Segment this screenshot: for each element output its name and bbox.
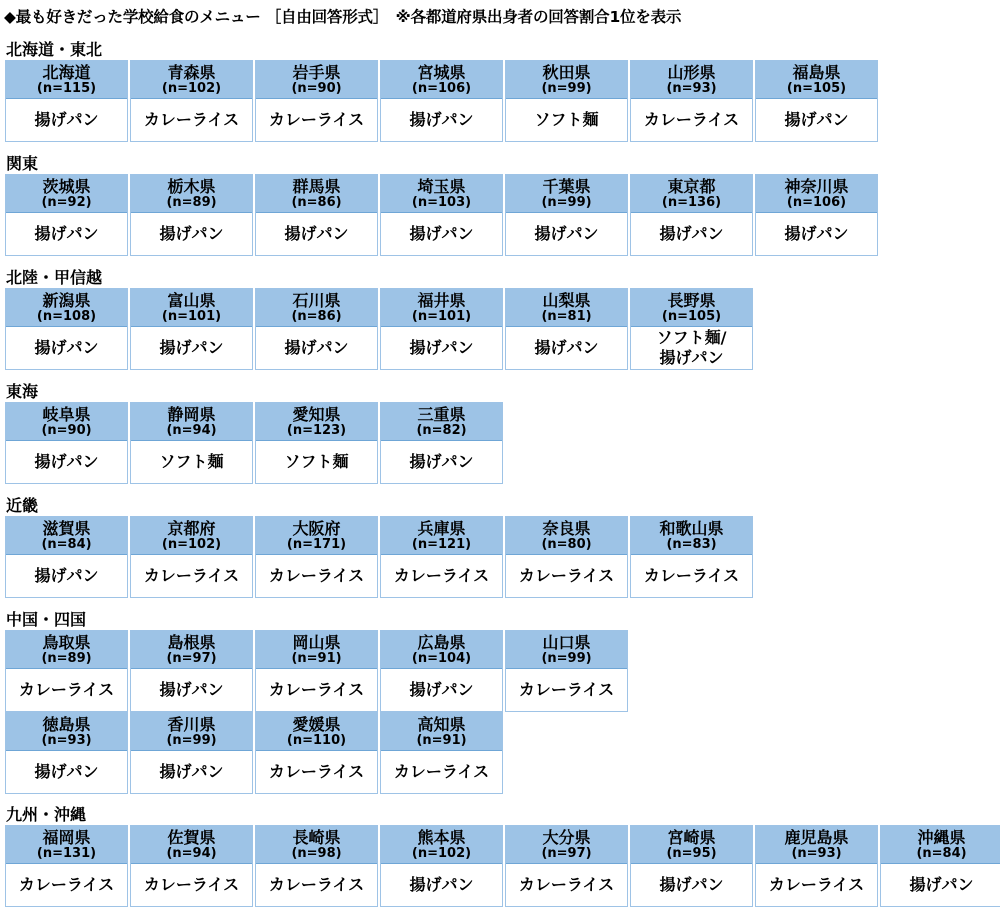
prefecture-cell [5,60,128,142]
prefecture-name: 山口県 [542,633,591,652]
cell-header [631,175,752,213]
region-grid [5,630,630,794]
prefecture-cell [5,825,128,907]
prefecture-name: 香川県 [167,715,216,734]
prefecture-name: 沖縄県 [917,828,966,847]
prefecture-name: 長野県 [667,291,716,310]
prefecture-cell [505,288,628,370]
prefecture-name: 群馬県 [292,177,341,196]
cell-header [131,826,252,864]
prefecture-cell [380,174,503,256]
prefecture-cell [505,825,628,907]
prefecture-cell [630,60,753,142]
sample-size: (n=105) [661,309,722,324]
top-answer: カレーライス [506,555,627,597]
prefecture-name: 茨城県 [42,177,91,196]
sample-size: (n=104) [411,651,472,666]
top-answer: 揚げパン [756,213,877,255]
top-answer: カレーライス [506,864,627,906]
sample-size: (n=81) [541,309,592,324]
prefecture-cell [130,288,253,370]
top-answer: カレーライス [381,555,502,597]
prefecture-cell [630,288,753,370]
sample-size: (n=115) [36,81,97,96]
region-label: 関東 [6,154,39,173]
cell-header [256,713,377,751]
prefecture-cell [255,712,378,794]
table-row [5,825,1000,907]
top-answer: カレーライス [631,99,752,141]
cell-header [631,826,752,864]
prefecture-name: 熊本県 [417,828,466,847]
top-answer: ソフト麺 [506,99,627,141]
prefecture-name: 愛知県 [292,405,341,424]
top-answer: 揚げパン [131,669,252,711]
sample-size: (n=106) [411,81,472,96]
prefecture-cell [755,174,878,256]
table-row [5,402,505,484]
sample-size: (n=94) [166,846,217,861]
top-answer: カレーライス [131,864,252,906]
top-answer: カレーライス [6,864,127,906]
region-label: 近畿 [6,496,39,515]
prefecture-name: 青森県 [167,63,216,82]
prefecture-name: 愛媛県 [292,715,341,734]
prefecture-cell [505,60,628,142]
prefecture-cell [880,825,1000,907]
cell-header [381,517,502,555]
table-row [5,174,880,256]
prefecture-cell [630,516,753,598]
prefecture-name: 大分県 [542,828,591,847]
prefecture-cell [5,402,128,484]
prefecture-cell [130,516,253,598]
prefecture-cell [380,825,503,907]
prefecture-name: 和歌山県 [659,519,724,538]
top-answer: 揚げパン [256,327,377,369]
cell-header [756,826,877,864]
sample-size: (n=99) [166,733,217,748]
cell-header [131,517,252,555]
cell-header [506,175,627,213]
cell-header [381,175,502,213]
cell-header [131,713,252,751]
table-row [5,630,630,712]
cell-header [756,175,877,213]
cell-header [256,289,377,327]
top-answer: 揚げパン [381,864,502,906]
sample-size: (n=99) [541,651,592,666]
top-answer: カレーライス [506,669,627,711]
cell-header [756,61,877,99]
top-answer: 揚げパン [6,555,127,597]
prefecture-cell [130,712,253,794]
cell-header [131,175,252,213]
prefecture-name: 宮崎県 [667,828,716,847]
sample-size: (n=93) [791,846,842,861]
sample-size: (n=102) [411,846,472,861]
sample-size: (n=123) [286,423,347,438]
prefecture-name: 秋田県 [542,63,591,82]
prefecture-name: 岐阜県 [42,405,91,424]
cell-header [256,175,377,213]
sample-size: (n=171) [286,537,347,552]
sample-size: (n=97) [541,846,592,861]
top-answer: ソフト麺 [131,441,252,483]
sample-size: (n=89) [41,651,92,666]
prefecture-name: 東京都 [667,177,716,196]
prefecture-name: 神奈川県 [784,177,849,196]
sample-size: (n=106) [786,195,847,210]
prefecture-cell [755,825,878,907]
sample-size: (n=94) [166,423,217,438]
sample-size: (n=90) [41,423,92,438]
top-answer: 揚げパン [631,213,752,255]
sample-size: (n=90) [291,81,342,96]
prefecture-name: 埼玉県 [417,177,466,196]
sample-size: (n=110) [286,733,347,748]
region-label: 九州・沖縄 [6,805,87,824]
prefecture-cell [5,630,128,712]
top-answer: 揚げパン [6,327,127,369]
top-answer: カレーライス [381,751,502,793]
region-grid [5,60,880,142]
prefecture-cell [5,174,128,256]
prefecture-cell [255,174,378,256]
cell-header [506,289,627,327]
prefecture-name: 石川県 [292,291,341,310]
top-answer: カレーライス [131,555,252,597]
cell-header [256,61,377,99]
region-grid [5,288,755,370]
region-label: 北陸・甲信越 [6,268,103,287]
sample-size: (n=84) [41,537,92,552]
cell-header [6,826,127,864]
sample-size: (n=101) [161,309,222,324]
sample-size: (n=108) [36,309,97,324]
top-answer: カレーライス [131,99,252,141]
sample-size: (n=89) [166,195,217,210]
prefecture-name: 岩手県 [292,63,341,82]
top-answer: カレーライス [256,99,377,141]
sample-size: (n=91) [291,651,342,666]
cell-header [506,517,627,555]
top-answer: カレーライス [256,669,377,711]
sample-size: (n=86) [291,309,342,324]
cell-header [6,403,127,441]
cell-header [131,289,252,327]
cell-header [381,403,502,441]
prefecture-cell [505,174,628,256]
prefecture-name: 栃木県 [167,177,216,196]
sample-size: (n=95) [666,846,717,861]
region-grid [5,516,755,598]
top-answer: 揚げパン [381,213,502,255]
cell-header [381,631,502,669]
cell-header [256,826,377,864]
cell-header [381,826,502,864]
prefecture-cell [130,60,253,142]
sample-size: (n=93) [666,81,717,96]
top-answer: 揚げパン [6,213,127,255]
top-answer: 揚げパン [131,327,252,369]
sample-size: (n=105) [786,81,847,96]
cell-header [6,61,127,99]
region-grid [5,825,1000,907]
prefecture-name: 大阪府 [292,519,341,538]
top-answer: カレーライス [256,864,377,906]
prefecture-cell [5,712,128,794]
region-label: 東海 [6,382,39,401]
sample-size: (n=97) [166,651,217,666]
table-row [5,516,755,598]
cell-header [506,61,627,99]
prefecture-name: 滋賀県 [42,519,91,538]
prefecture-name: 北海道 [42,63,91,82]
top-answer: 揚げパン [381,99,502,141]
cell-header [631,61,752,99]
sample-size: (n=103) [411,195,472,210]
prefecture-cell [255,825,378,907]
prefecture-name: 山形県 [667,63,716,82]
sample-size: (n=131) [36,846,97,861]
top-answer: ソフト麺 [256,441,377,483]
prefecture-cell [630,174,753,256]
prefecture-name: 山梨県 [542,291,591,310]
top-answer: 揚げパン [131,213,252,255]
prefecture-cell [130,825,253,907]
cell-header [6,175,127,213]
prefecture-name: 徳島県 [42,715,91,734]
cell-header [6,289,127,327]
top-answer: 揚げパン [256,213,377,255]
prefecture-cell [755,60,878,142]
top-answer: 揚げパン [6,441,127,483]
prefecture-name: 佐賀県 [167,828,216,847]
cell-header [131,631,252,669]
prefecture-name: 長崎県 [292,828,341,847]
sample-size: (n=98) [291,846,342,861]
sample-size: (n=136) [661,195,722,210]
prefecture-cell [630,825,753,907]
cell-header [631,517,752,555]
top-answer: 揚げパン [381,669,502,711]
prefecture-name: 福井県 [417,291,466,310]
prefecture-cell [380,288,503,370]
prefecture-name: 岡山県 [292,633,341,652]
prefecture-name: 宮城県 [417,63,466,82]
table-row [5,60,880,142]
sample-size: (n=121) [411,537,472,552]
cell-header [506,826,627,864]
top-answer: 揚げパン [381,327,502,369]
top-answer: 揚げパン [756,99,877,141]
cell-header [381,713,502,751]
table-row [5,712,630,794]
sample-size: (n=82) [416,423,467,438]
cell-header [381,289,502,327]
prefecture-name: 奈良県 [542,519,591,538]
cell-header [6,713,127,751]
table-row [5,288,755,370]
prefecture-cell [255,402,378,484]
cell-header [256,631,377,669]
top-answer: 揚げパン [506,327,627,369]
chart-title: ◆最も好きだった学校給食のメニュー ［自由回答形式］ ※各都道府県出身者の回答割合1位を表示 [4,8,682,26]
prefecture-name: 福島県 [792,63,841,82]
sample-size: (n=99) [541,195,592,210]
prefecture-name: 静岡県 [167,405,216,424]
prefecture-name: 京都府 [167,519,216,538]
sample-size: (n=101) [411,309,472,324]
sample-size: (n=102) [161,537,222,552]
cell-header [381,61,502,99]
prefecture-cell [255,288,378,370]
prefecture-cell [380,402,503,484]
cell-header [6,631,127,669]
top-answer: 揚げパン [131,751,252,793]
sample-size: (n=102) [161,81,222,96]
prefecture-cell [505,516,628,598]
prefecture-cell [5,516,128,598]
prefecture-name: 福岡県 [42,828,91,847]
prefecture-cell [380,516,503,598]
sample-size: (n=83) [666,537,717,552]
sample-size: (n=86) [291,195,342,210]
top-answer: 揚げパン [6,751,127,793]
prefecture-cell [255,630,378,712]
top-answer: カレーライス [6,669,127,711]
sample-size: (n=84) [916,846,967,861]
prefecture-name: 高知県 [417,715,466,734]
prefecture-name: 富山県 [167,291,216,310]
sample-size: (n=93) [41,733,92,748]
prefecture-cell [130,402,253,484]
top-answer: カレーライス [756,864,877,906]
prefecture-name: 兵庫県 [417,519,466,538]
top-answer: 揚げパン [6,99,127,141]
prefecture-name: 島根県 [167,633,216,652]
prefecture-cell [130,630,253,712]
prefecture-name: 千葉県 [542,177,591,196]
sample-size: (n=80) [541,537,592,552]
sample-size: (n=99) [541,81,592,96]
top-answer: 揚げパン [506,213,627,255]
top-answer: 揚げパン [381,441,502,483]
cell-header [6,517,127,555]
prefecture-cell [380,630,503,712]
cell-header [131,403,252,441]
region-grid [5,174,880,256]
prefecture-name: 三重県 [417,405,466,424]
prefecture-cell [5,288,128,370]
region-label: 北海道・東北 [6,40,103,59]
cell-header [131,61,252,99]
prefecture-cell [505,630,628,712]
prefecture-name: 新潟県 [42,291,91,310]
prefecture-cell [255,60,378,142]
cell-header [881,826,1000,864]
prefecture-cell [380,712,503,794]
prefecture-name: 鹿児島県 [784,828,849,847]
cell-header [506,631,627,669]
cell-header [631,289,752,327]
sample-size: (n=92) [41,195,92,210]
top-answer: カレーライス [256,555,377,597]
top-answer: 揚げパン [631,864,752,906]
top-answer: カレーライス [256,751,377,793]
region-grid [5,402,505,484]
sample-size: (n=91) [416,733,467,748]
top-answer: ソフト麺/ 揚げパン [631,327,752,369]
prefecture-cell [130,174,253,256]
prefecture-cell [255,516,378,598]
cell-header [256,403,377,441]
prefecture-name: 鳥取県 [42,633,91,652]
top-answer: 揚げパン [881,864,1000,906]
cell-header [256,517,377,555]
top-answer: カレーライス [631,555,752,597]
region-label: 中国・四国 [6,610,87,629]
prefecture-cell [380,60,503,142]
prefecture-name: 広島県 [417,633,466,652]
